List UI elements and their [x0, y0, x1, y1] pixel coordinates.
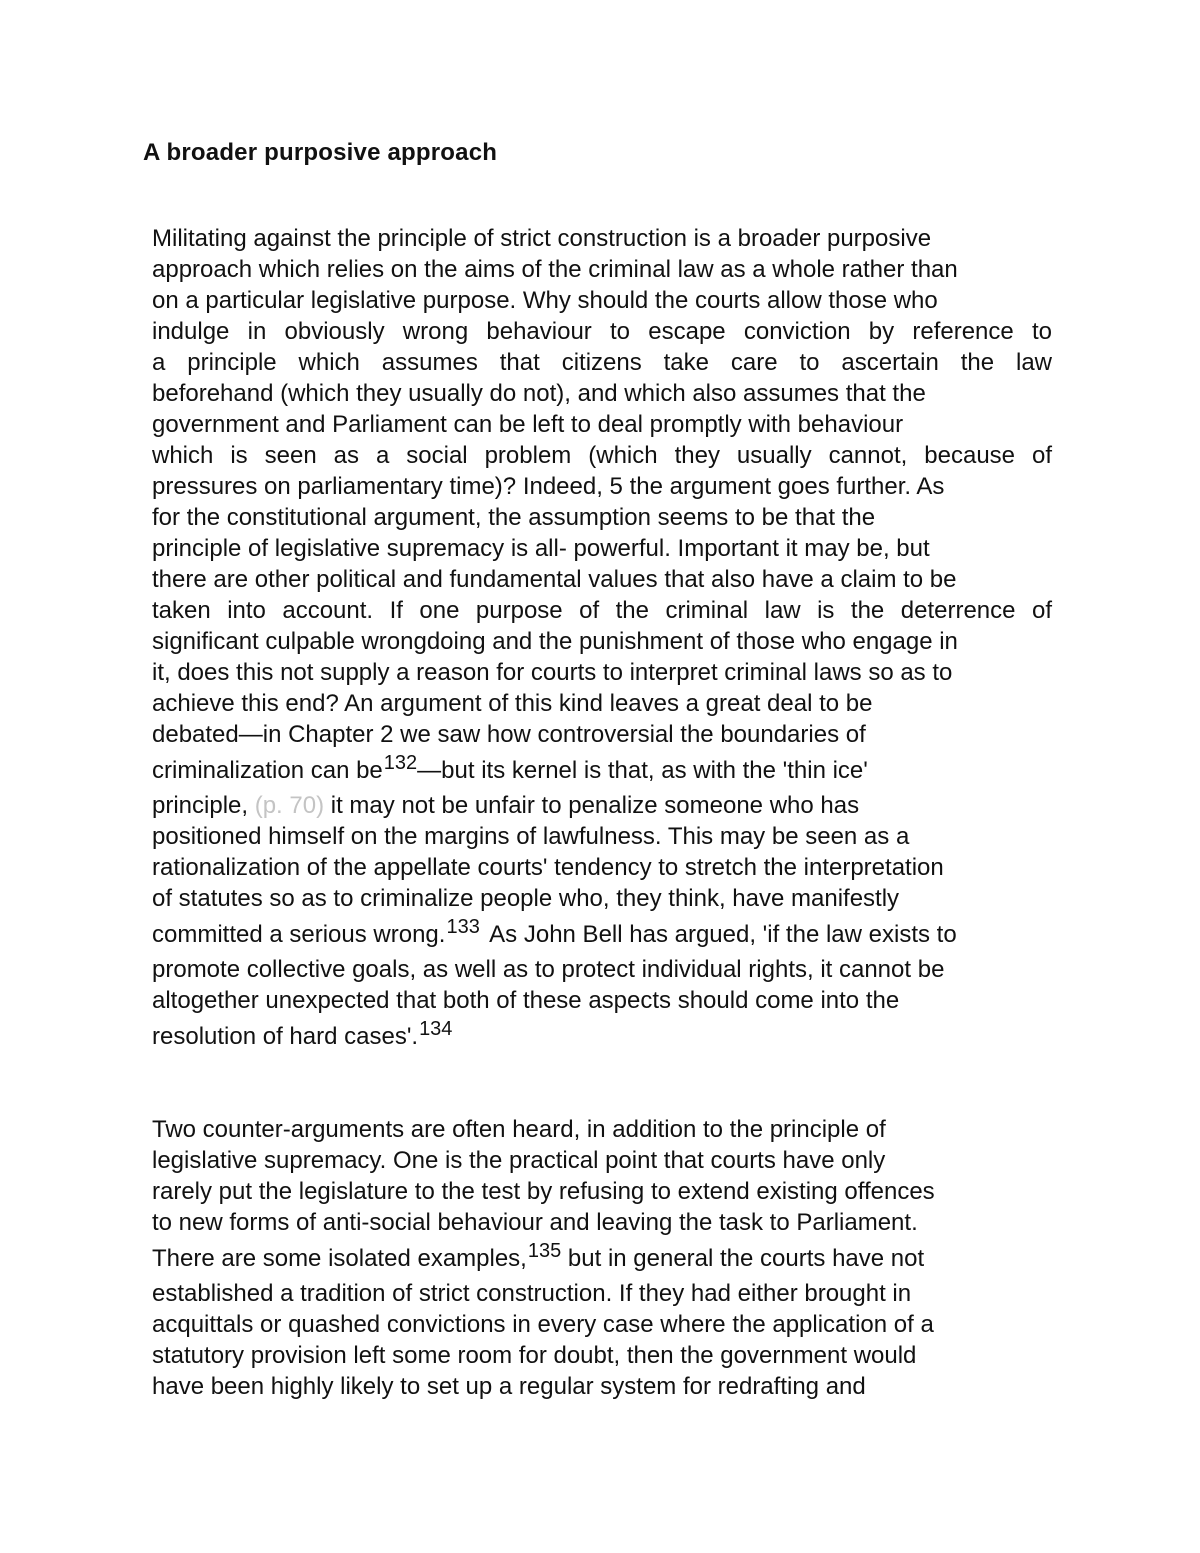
text-segment: —but its kernel is that, as with the 'thin ice' [417, 757, 868, 784]
text-line: statutory provision left some room for doubt, then the government would [152, 1342, 917, 1369]
text-line: rarely put the legislature to the test by refusing to extend existing offences [152, 1178, 935, 1205]
text-line-with-footnote [152, 752, 1052, 790]
text-line-with-footnote [152, 916, 1052, 954]
text-segment: committed a serious wrong. [152, 921, 446, 948]
text-line: for the constitutional argument, the assumption seems to be that the [152, 504, 876, 531]
text-line: which is seen as a social problem (which they usually cannot, because of [152, 442, 1052, 469]
text-line: acquittals or quashed convictions in every case where the application of a [152, 1311, 934, 1338]
text-line: indulge in obviously wrong behaviour to escape conviction by reference to [152, 318, 1052, 345]
paragraph-2 [152, 1114, 1052, 1402]
text-line: positioned himself on the margins of lawfulness. This may be seen as a [152, 823, 910, 850]
text-line: altogether unexpected that both of these aspects should come into the [152, 987, 900, 1014]
text-line: on a particular legislative purpose. Why should the courts allow those who [152, 287, 938, 314]
footnote-ref-134[interactable]: 134 [419, 1018, 453, 1040]
text-line: significant culpable wrongdoing and the punishment of those who engage in [152, 628, 958, 655]
text-segment: As John Bell has argued, 'if the law exists to [489, 921, 957, 948]
text-segment: it may not be unfair to penalize someone who has [330, 792, 860, 819]
text-line-with-footnote [152, 1240, 1052, 1278]
text-line: debated—in Chapter 2 we saw how controversial the boundaries of [152, 721, 866, 748]
text-line: Militating against the principle of strict construction is a broader purposive [152, 225, 932, 252]
text-line: principle of legislative supremacy is all- powerful. Important it may be, but [152, 535, 930, 562]
text-line: to new forms of anti-social behaviour and leaving the task to Parliament. [152, 1209, 918, 1236]
text-line: promote collective goals, as well as to protect individual rights, it cannot be [152, 956, 945, 983]
text-line-with-page-ref [152, 790, 1052, 821]
text-segment: criminalization can be [152, 757, 383, 784]
text-line: have been highly likely to set up a regular system for redrafting and [152, 1373, 866, 1400]
text-line: a principle which assumes that citizens take care to ascertain the law [152, 349, 1052, 376]
footnote-ref-132[interactable]: 132 [383, 752, 418, 774]
section-heading: A broader purposive approach [143, 139, 498, 166]
text-segment: There are some isolated examples, [152, 1245, 527, 1272]
text-line: it, does this not supply a reason for courts to interpret criminal laws so as to [152, 659, 953, 686]
paragraph-1 [152, 223, 1052, 1056]
text-line: government and Parliament can be left to deal promptly with behaviour [152, 411, 904, 438]
text-line: Two counter-arguments are often heard, in addition to the principle of [152, 1116, 886, 1143]
footnote-ref-135[interactable]: 135 [527, 1240, 562, 1262]
text-line: there are other political and fundamental values that also have a claim to be [152, 566, 957, 593]
text-line: established a tradition of strict construction. If they had either brought in [152, 1280, 912, 1307]
page-reference-link[interactable]: (p. 70) [254, 792, 325, 819]
text-segment: but in general the courts have not [567, 1245, 925, 1272]
text-line: achieve this end? An argument of this kind leaves a great deal to be [152, 690, 873, 717]
text-segment: principle, [152, 792, 249, 819]
text-line-with-footnote [152, 1018, 1052, 1056]
text-line: legislative supremacy. One is the practical point that courts have only [152, 1147, 886, 1174]
text-line: beforehand (which they usually do not), and which also assumes that the [152, 380, 926, 407]
text-line: rationalization of the appellate courts' tendency to stretch the interpretation [152, 854, 944, 881]
text-line: taken into account. If one purpose of the criminal law is the deterrence of [152, 597, 1052, 624]
text-line: of statutes so as to criminalize people who, they think, have manifestly [152, 885, 900, 912]
text-segment: resolution of hard cases'. [152, 1023, 419, 1050]
text-line: approach which relies on the aims of the criminal law as a whole rather than [152, 256, 958, 283]
footnote-ref-133[interactable]: 133 [446, 916, 480, 938]
text-line: pressures on parliamentary time)? Indeed, 5 the argument goes further. As [152, 473, 945, 500]
